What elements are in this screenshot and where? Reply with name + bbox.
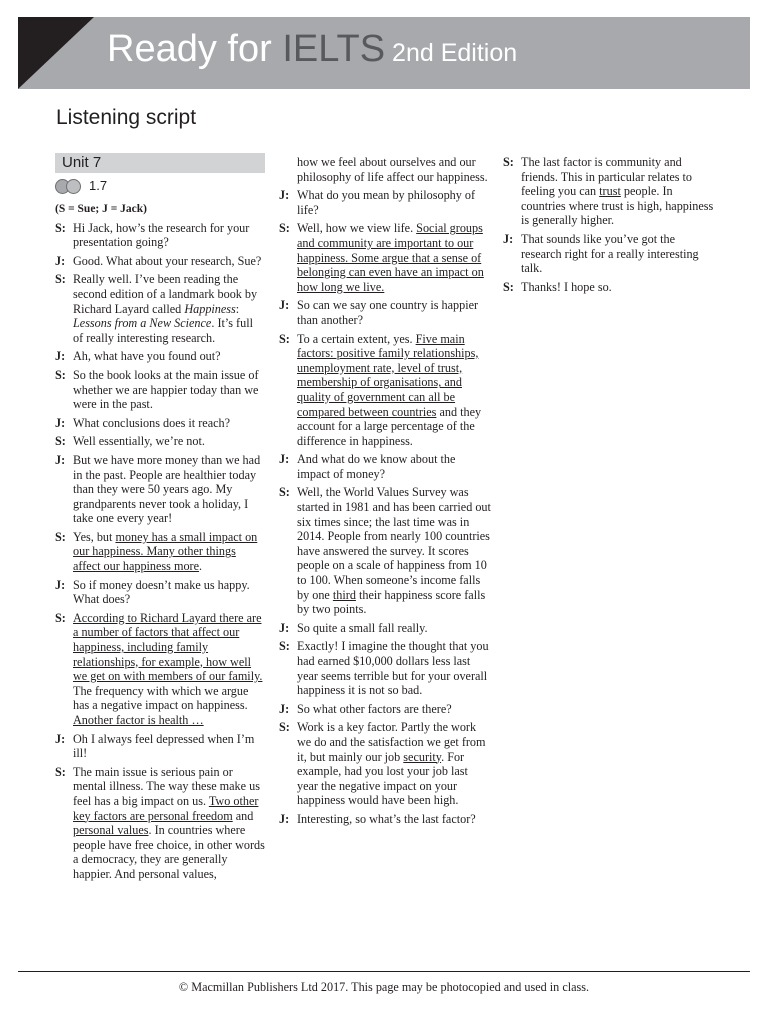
underlined-answer: Five main factors: positive family relationships, unemployment rate, level of trust, membership of organisations, and quality of government can all be compared between countries bbox=[297, 331, 479, 419]
speaker-label: S: bbox=[55, 764, 66, 779]
speaker-label: J: bbox=[279, 811, 290, 826]
text-run: Thanks! I hope so. bbox=[521, 279, 612, 294]
dialogue-col-1 bbox=[55, 221, 265, 882]
dialogue-turn bbox=[55, 349, 265, 364]
dialogue-turn bbox=[279, 639, 491, 697]
title-ielts: IELTS bbox=[282, 28, 386, 70]
dialogue-text bbox=[297, 812, 491, 827]
dialogue-text bbox=[297, 332, 491, 449]
dialogue-text bbox=[73, 578, 265, 607]
underlined-answer: security bbox=[403, 749, 442, 764]
text-run: To a certain extent, yes. bbox=[297, 331, 416, 346]
dialogue-turn bbox=[279, 720, 491, 808]
text-run: Well, how we view life. bbox=[297, 221, 417, 236]
underlined-answer: According to Richard Layard there are a number of factors that affect our happiness, including family relationships, for example, how well we get on with members of our family. bbox=[73, 610, 263, 684]
speaker-label: J: bbox=[55, 577, 66, 592]
speaker-label: S: bbox=[279, 639, 290, 654]
dialogue-text bbox=[297, 639, 491, 697]
text-run: But we have more money than we had in the past. People are healthier today than they were 50 years ago. My grandparents never took a holiday, I take one every year! bbox=[73, 452, 261, 526]
dialogue-text bbox=[73, 611, 265, 728]
dialogue-text bbox=[297, 702, 491, 717]
dialogue-turn bbox=[279, 298, 491, 327]
dialogue-turn bbox=[55, 368, 265, 412]
dialogue-turn bbox=[55, 611, 265, 728]
text-run: What conclusions does it reach? bbox=[73, 415, 231, 430]
text-run: . It’s full of really interesting research. bbox=[73, 316, 253, 345]
header-banner bbox=[18, 17, 750, 89]
dialogue-text bbox=[521, 280, 715, 295]
dialogue-text bbox=[297, 485, 491, 616]
speaker-label: J: bbox=[279, 298, 290, 313]
dialogue-turn bbox=[55, 732, 265, 761]
text-run: people. In countries where trust is high, happiness is generally higher. bbox=[521, 184, 714, 228]
dialogue-text bbox=[73, 416, 265, 431]
speaker-label: S: bbox=[55, 367, 66, 382]
text-run: and bbox=[232, 808, 254, 823]
text-run: Yes, but bbox=[73, 529, 116, 544]
dialogue-col-2 bbox=[279, 188, 491, 826]
dialogue-text bbox=[521, 155, 715, 228]
text-run: So the book looks at the main issue of whether we are happier today than we were in the past. bbox=[73, 367, 259, 412]
speaker-label: J: bbox=[279, 620, 290, 635]
dialogue-turn bbox=[55, 530, 265, 574]
column-2 bbox=[279, 155, 491, 831]
speaker-label: S: bbox=[279, 720, 290, 735]
title-edition: 2nd Edition bbox=[385, 39, 518, 67]
speaker-label: J: bbox=[279, 701, 290, 716]
speaker-label: S: bbox=[55, 220, 66, 235]
corner-triangle bbox=[18, 17, 94, 89]
speaker-label: J: bbox=[503, 231, 514, 246]
dialogue-turn bbox=[55, 254, 265, 269]
underlined-answer: personal values bbox=[73, 823, 149, 838]
speaker-label: S: bbox=[503, 155, 514, 169]
dialogue-text bbox=[297, 298, 491, 327]
speaker-key: (S = Sue; J = Jack) bbox=[55, 203, 148, 215]
text-run: : bbox=[235, 301, 240, 316]
text-run: The last factor is community and friends. This in particular relates to feeling you can bbox=[521, 155, 693, 199]
text-run: Good. What about your research, Sue? bbox=[73, 253, 262, 268]
speaker-label: S: bbox=[279, 331, 290, 346]
text-run: And what do we know about the impact of money? bbox=[297, 452, 456, 481]
text-run: . For example, had you lost your job last year the negative impact on your happiness would have been high. bbox=[297, 749, 468, 808]
dialogue-turn bbox=[279, 621, 491, 636]
dialogue-text bbox=[73, 732, 265, 761]
text-run: . In countries where people have free choice, in other words a democracy, they are generally happier. And personal values, bbox=[73, 823, 265, 881]
speaker-label: J: bbox=[55, 452, 66, 467]
text-run: The frequency with which we argue has a negative impact on happiness. bbox=[73, 683, 249, 713]
dialogue-turn bbox=[55, 578, 265, 607]
italic-title: Happiness bbox=[184, 301, 236, 316]
text-run: Really well. I’ve been reading the second edition of a landmark book by Richard Layard called bbox=[73, 272, 258, 316]
text-run: . bbox=[199, 559, 203, 574]
speaker-label: S: bbox=[279, 485, 290, 500]
text-run: So quite a small fall really. bbox=[297, 620, 428, 635]
book-title bbox=[107, 28, 517, 71]
underlined-answer: trust bbox=[599, 184, 621, 199]
dialogue-text bbox=[297, 720, 491, 808]
dialogue-turn bbox=[279, 332, 491, 449]
dialogue-text bbox=[73, 434, 265, 449]
speaker-label: J: bbox=[55, 349, 66, 364]
dialogue-turn bbox=[279, 452, 491, 481]
dialogue-turn bbox=[55, 453, 265, 526]
dialogue-turn bbox=[279, 221, 491, 294]
continued-text: how we feel about ourselves and our philosophy of life affect our happiness. bbox=[297, 155, 488, 184]
dialogue-turn bbox=[55, 434, 265, 449]
speaker-label: J: bbox=[55, 415, 66, 430]
underlined-answer: Another factor is health … bbox=[73, 713, 204, 727]
dialogue-text bbox=[73, 530, 265, 574]
text-run: and they account for a large percentage of the difference in happiness. bbox=[297, 404, 482, 448]
text-run: So can we say one country is happier than another? bbox=[297, 298, 479, 327]
text-run: What do you mean by philosophy of life? bbox=[297, 188, 476, 217]
speaker-label: S: bbox=[55, 272, 66, 287]
underlined-answer: money has a small impact on our happiness. Many other things affect our happiness more bbox=[73, 529, 258, 574]
track-number: 1.7 bbox=[89, 177, 108, 193]
dialogue-text bbox=[73, 765, 265, 882]
dialogue-turn bbox=[503, 232, 715, 276]
dialogue-col-3 bbox=[503, 155, 715, 294]
underlined-answer: third bbox=[332, 587, 356, 602]
italic-title: Lessons from a New Science bbox=[73, 316, 212, 331]
dialogue-turn bbox=[503, 280, 715, 295]
dialogue-turn bbox=[503, 155, 715, 228]
text-run: Interesting, so what’s the last factor? bbox=[297, 811, 476, 826]
speaker-label: J: bbox=[279, 452, 290, 467]
speaker-label: S: bbox=[55, 529, 66, 544]
dialogue-turn bbox=[55, 416, 265, 431]
dialogue-text bbox=[521, 232, 715, 276]
text-run: Well, the World Values Survey was started in 1981 and has been carried out six times since; the last time was in 2014. People from nearly 100 countries have answered the survey. It scores people on a scale of happiness from 10 to 100. When someone’s income falls by one bbox=[297, 485, 491, 602]
dialogue-text bbox=[297, 188, 491, 217]
dialogue-text bbox=[73, 254, 265, 269]
underlined-answer: Social groups and community are important to our happiness. Some argue that a sense of belonging can even have an impact on how long we live. bbox=[297, 221, 484, 294]
column-1 bbox=[55, 153, 265, 886]
underlined-answer: Two other key factors are personal freedom bbox=[73, 793, 259, 823]
page-title: Listening script bbox=[56, 106, 197, 129]
dialogue-turn bbox=[279, 485, 491, 616]
dialogue-text bbox=[297, 221, 491, 294]
dialogue-turn bbox=[279, 812, 491, 827]
text-run: Exactly! I imagine the thought that you had earned $10,000 dollars less last year seems terrible but for your overall happiness it is not so bad. bbox=[297, 639, 489, 698]
dialogue-turn bbox=[55, 272, 265, 345]
text-run: Hi Jack, how’s the research for your presentation going? bbox=[73, 220, 250, 250]
text-run: The main issue is serious pain or mental illness. The way these make us feel has a big impact on us. bbox=[73, 764, 260, 808]
track-indicator bbox=[55, 177, 265, 195]
text-run: Ah, what have you found out? bbox=[73, 349, 221, 364]
speaker-label: S: bbox=[279, 221, 290, 236]
text-run: their happiness score falls by two points. bbox=[297, 587, 486, 617]
title-ready-for: Ready for bbox=[107, 28, 283, 70]
text-run: Work is a key factor. Partly the work we do and the satisfaction we get from it, but mainly our job bbox=[297, 720, 486, 764]
dialogue-turn bbox=[55, 221, 265, 250]
text-run: Well essentially, we’re not. bbox=[73, 434, 205, 449]
dialogue-turn bbox=[279, 702, 491, 717]
speaker-label: J: bbox=[279, 188, 290, 203]
dialogue-text bbox=[73, 272, 265, 345]
dialogue-turn bbox=[279, 188, 491, 217]
text-run: That sounds like you’ve got the research right for a really interesting talk. bbox=[521, 231, 699, 276]
dialogue-text bbox=[297, 452, 491, 481]
text-run: So if money doesn’t make us happy. What does? bbox=[73, 577, 250, 607]
dialogue-text bbox=[297, 621, 491, 636]
dialogue-text bbox=[73, 349, 265, 364]
speaker-label: S: bbox=[55, 434, 66, 449]
speaker-label: S: bbox=[55, 610, 66, 625]
footer-divider bbox=[18, 971, 750, 972]
speaker-label: J: bbox=[55, 731, 66, 746]
unit-label: Unit 7 bbox=[55, 153, 265, 173]
dialogue-text bbox=[73, 453, 265, 526]
cd-audio-icon bbox=[55, 178, 83, 194]
dialogue-text bbox=[73, 368, 265, 412]
dialogue-text bbox=[73, 221, 265, 250]
column-3 bbox=[503, 155, 715, 298]
speaker-label: J: bbox=[55, 253, 66, 268]
text-run: So what other factors are there? bbox=[297, 701, 452, 716]
speaker-label: S: bbox=[503, 279, 514, 294]
text-run: Oh I always feel depressed when I’m ill! bbox=[73, 731, 255, 761]
copyright-footer: © Macmillan Publishers Ltd 2017. This page may be photocopied and used in class. bbox=[178, 980, 590, 994]
dialogue-turn bbox=[55, 765, 265, 882]
